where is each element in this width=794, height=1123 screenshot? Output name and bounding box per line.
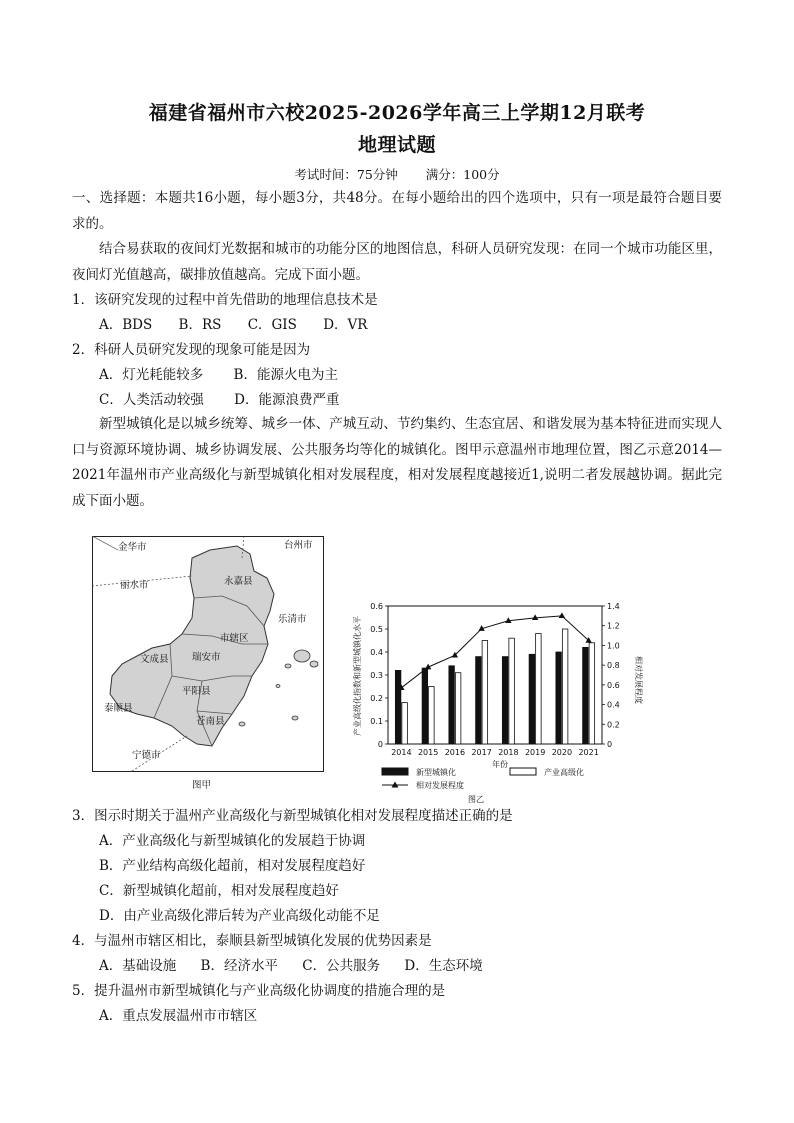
legend-label-industry: 产业高级化 (544, 768, 584, 777)
q2-option-a: A．灯光耗能较多 (99, 367, 204, 383)
map-label-lishui: 丽水市 (120, 580, 149, 591)
exam-score: 满分：100分 (425, 167, 500, 182)
exam-title: 福建省福州市六校2025-2026学年高三上学期12月联考 (148, 102, 646, 124)
bar-industry (536, 634, 542, 744)
legend-label-coordination: 相对发展程度 (416, 781, 464, 790)
bar-urbanization (395, 670, 401, 744)
chart-ytick-label-left: 0.2 (370, 694, 383, 703)
chart-ytick-label-left: 0.5 (370, 625, 383, 634)
chart-ytick-label-right: 1.0 (607, 641, 620, 651)
q2-option-d: D．能源浪费严重 (234, 392, 340, 408)
q1-options (99, 315, 389, 335)
chart-legend (382, 767, 584, 804)
bar-industry (455, 673, 461, 744)
chart-xtick-label: 2017 (471, 748, 492, 757)
q2-stem: 2．科研人员研究发现的现象可能是因为 (72, 342, 311, 358)
map-label-taishun: 泰顺县 (104, 703, 133, 714)
q4-options (99, 956, 505, 976)
bar-urbanization (556, 652, 562, 744)
chart-svg (350, 596, 650, 806)
map-label-ningde: 宁德市 (132, 750, 161, 761)
bar-industry (589, 643, 595, 744)
bar-industry (482, 641, 488, 745)
map-svg (92, 536, 324, 796)
chart-xlabel: 年份 (492, 760, 508, 769)
map-caption: 图甲 (192, 780, 212, 791)
chart-plot-frame (388, 606, 602, 744)
chart-caption: 图乙 (468, 795, 484, 804)
chart-ylabel-right: 相对发展程度 (634, 656, 643, 704)
bar-industry (402, 703, 408, 744)
chart-ytick-label-right: 1.2 (607, 621, 620, 631)
chart-ytick-label-left: 0.6 (370, 602, 383, 611)
chart-xtick-label: 2019 (524, 748, 546, 757)
chart-ytick-label-right: 0.6 (607, 680, 620, 690)
chart-xtick-label: 2015 (417, 748, 439, 757)
q3-stem: 3．图示时期关于温州产业高级化与新型城镇化相对发展程度描述正确的是 (72, 808, 513, 824)
chart-ytick-label-left: 0.3 (370, 671, 383, 680)
map-label-cangnan: 苍南县 (196, 716, 225, 727)
chart-ytick-label-right: 0 (607, 740, 613, 749)
map-label-jinhua: 金华市 (118, 542, 147, 553)
q2-options-row2 (99, 390, 361, 410)
bar-urbanization (422, 668, 428, 744)
chart-ytick-label-left: 0.4 (370, 648, 383, 657)
q2-options-row1 (99, 365, 360, 385)
map-label-shixiaqu: 市辖区 (220, 633, 249, 644)
q1-stem: 1．该研究发现的过程中首先借助的地理信息技术是 (72, 292, 378, 308)
passage-1: 结合易获取的夜间灯光数据和城市的功能分区的地图信息，科研人员研究发现：在同一个城市功能区里，夜间灯光值越高，碳排放值越高。完成下面小题。 (72, 241, 722, 283)
section-instructions: 一、选择题：本题共16小题，每小题3分，共48分。在每小题给出的四个选项中，只有一项是最符合题目要求的。 (72, 190, 722, 232)
q3-option-c: C．新型城镇化超前，相对发展程度趋好 (99, 883, 339, 899)
q3-option-b: B．产业结构高级化超前，相对发展程度趋好 (99, 858, 366, 874)
chart-ylabel-left: 产业高级化指数和新型城镇化水平 (353, 616, 362, 736)
q4-option-a: A．基础设施 (99, 958, 177, 974)
map-figure (92, 536, 324, 800)
q4-option-c: C．公共服务 (302, 958, 381, 974)
q2-option-c: C．人类活动较强 (99, 392, 204, 408)
exam-subject: 地理试题 (357, 134, 436, 156)
passage-2: 新型城镇化是以城乡统筹、城乡一体、产城互动、节约集约、生态宜居、和谐发展为基本特征进而实现人口与资源环境协调、城乡协调发展、公共服务均等化的城镇化。图甲示意温州市地理位置，图乙示意2014—2021年温州市产业高级化与新型城镇化相对发展程度，相对发展程度越接近1,说明二者发展越协调。据此完成下面小题。 (72, 416, 722, 509)
bar-industry (562, 629, 568, 744)
bar-urbanization (502, 657, 508, 744)
map-label-yueqing: 乐清市 (278, 614, 307, 625)
bar-industry (429, 687, 435, 745)
bar-urbanization (476, 657, 482, 744)
q1-option-c: C．GIS (247, 317, 297, 333)
map-label-yongjia: 永嘉县 (224, 576, 253, 587)
legend-label-urbanization: 新型城镇化 (416, 768, 456, 777)
chart-ytick-label-right: 0.2 (607, 720, 620, 730)
chart-ytick-label-right: 1.4 (607, 602, 620, 611)
exam-meta (0, 165, 794, 183)
q5-stem: 5．提升温州市新型城镇化与产业高级化协调度的措施合理的是 (72, 983, 446, 999)
q4-stem: 4．与温州市辖区相比，泰顺县新型城镇化发展的优势因素是 (72, 933, 432, 949)
q3-option-d: D．由产业高级化滞后转为产业高级化动能不足 (99, 908, 380, 924)
bar-industry (509, 638, 515, 744)
chart-ytick-label-left: 0 (377, 740, 383, 749)
map-label-taizhou: 台州市 (284, 540, 313, 551)
chart-xtick-label: 2020 (551, 748, 573, 757)
map-label-pingyang: 平阳县 (182, 686, 211, 697)
chart-xtick-label: 2014 (391, 748, 412, 757)
legend-swatch-urbanization (382, 768, 408, 775)
chart-xtick-label: 2016 (444, 748, 466, 757)
chart-figure (350, 596, 650, 810)
point-coordination (559, 612, 565, 618)
bar-urbanization (529, 654, 535, 744)
legend-swatch-industry (510, 768, 536, 775)
q1-option-d: D．VR (323, 317, 368, 333)
map-label-wencheng: 文成县 (140, 654, 169, 665)
exam-time: 考试时间：75分钟 (294, 167, 398, 182)
chart-xtick-label: 2021 (578, 748, 599, 757)
q2-option-b: B．能源火电为主 (233, 367, 338, 383)
chart-ytick-label-left: 0.1 (370, 717, 383, 726)
q4-option-d: D．生态环境 (404, 958, 483, 974)
q5-option-a: A．重点发展温州市市辖区 (99, 1008, 258, 1024)
q3-option-a: A．产业高级化与新型城镇化的发展趋于协调 (99, 833, 366, 849)
chart-xtick-label: 2018 (498, 748, 519, 757)
bar-urbanization (583, 647, 589, 744)
bar-urbanization (449, 666, 455, 744)
chart-ytick-label-right: 0.4 (607, 700, 620, 710)
q1-option-b: B．RS (178, 317, 222, 333)
map-label-ruian: 瑞安市 (192, 652, 221, 663)
q1-option-a: A．BDS (99, 317, 153, 333)
chart-ytick-label-right: 0.8 (607, 661, 620, 671)
q4-option-b: B．经济水平 (200, 958, 278, 974)
